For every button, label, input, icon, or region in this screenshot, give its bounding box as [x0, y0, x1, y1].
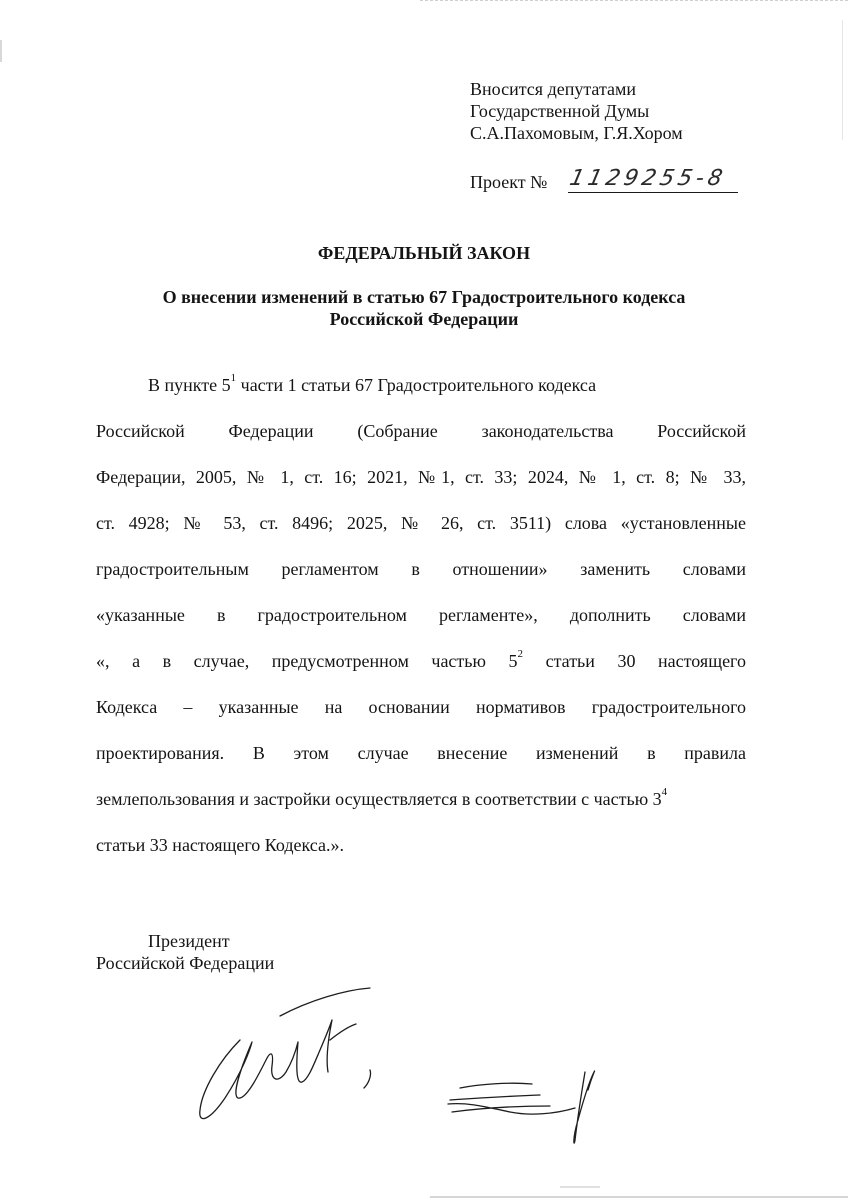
scan-mark-right: [842, 20, 843, 140]
body-line-8: Кодекса – указанные на основании нормативов градостроительного: [96, 697, 746, 717]
sponsors-line: С.А.Пахомовым, Г.Я.Хором: [470, 123, 683, 143]
body-line-4: ст. 4928; № 53, ст. 8496; 2025, № 26, ст. 3511) слова «установленные: [96, 513, 746, 533]
handwritten-signatures: [180, 980, 640, 1160]
law-title: ФЕДЕРАЛЬНЫЙ ЗАКОН: [317, 243, 531, 263]
body-line-6: «указанные в градостроительном регламенте», дополнить словами: [96, 605, 746, 625]
body-line-9: проектирования. В этом случае внесение изменений в правила: [96, 743, 746, 763]
signatory-position: Президент: [148, 931, 230, 951]
law-subtitle: [100, 286, 748, 330]
body-line-3: Федерации, 2005, № 1, ст. 16; 2021, №1, ст. 33; 2024, № 1, ст. 8; № 33,: [96, 467, 746, 487]
project-number-handwritten: 1129255-8: [567, 166, 729, 191]
project-label: Проект №: [470, 172, 548, 192]
superscript: 4: [661, 786, 668, 798]
scan-mark-left: [0, 40, 2, 62]
sponsors-line: Государственной Думы: [470, 101, 650, 121]
body-line-1: [96, 374, 746, 396]
body-line-7: «, а в случае, предусмотренном частью $5^2$ статьи 30 настоящего: [96, 648, 746, 671]
body-line-11: статьи 33 настоящего Кодекса.».: [96, 835, 345, 855]
body-line-5: градостроительным регламентом в отношении» заменить словами: [96, 559, 746, 579]
law-subtitle-line: О внесении изменений в статью 67 Градостроительного кодекса: [162, 287, 686, 307]
project-number-block: [470, 166, 740, 196]
scan-mark-bottom: [560, 1186, 600, 1188]
body-line-2: Российской Федерации (Собрание законодательства Российской: [96, 421, 746, 441]
signature-1: [200, 988, 371, 1119]
signature-block: [96, 930, 274, 974]
body-text: В пункте $5^1$ части 1 статьи 67 Градостроительного кодекса: [148, 372, 597, 395]
scan-edge-bottom: [430, 1196, 848, 1198]
signatory-country: Российской Федерации: [96, 953, 275, 973]
project-underline: [568, 192, 738, 193]
signature-2: [448, 1071, 595, 1143]
sponsors-line: Вносится депутатами: [470, 79, 637, 99]
scan-edge-top: [420, 0, 848, 3]
law-subtitle-line: Российской Федерации: [329, 309, 519, 329]
body-line-10: землепользования и застройки осуществляется в соответствии с частью $3^4$: [96, 786, 668, 809]
superscript: 2: [517, 648, 524, 660]
sponsors-block: [470, 78, 683, 144]
superscript: 1: [230, 372, 237, 384]
